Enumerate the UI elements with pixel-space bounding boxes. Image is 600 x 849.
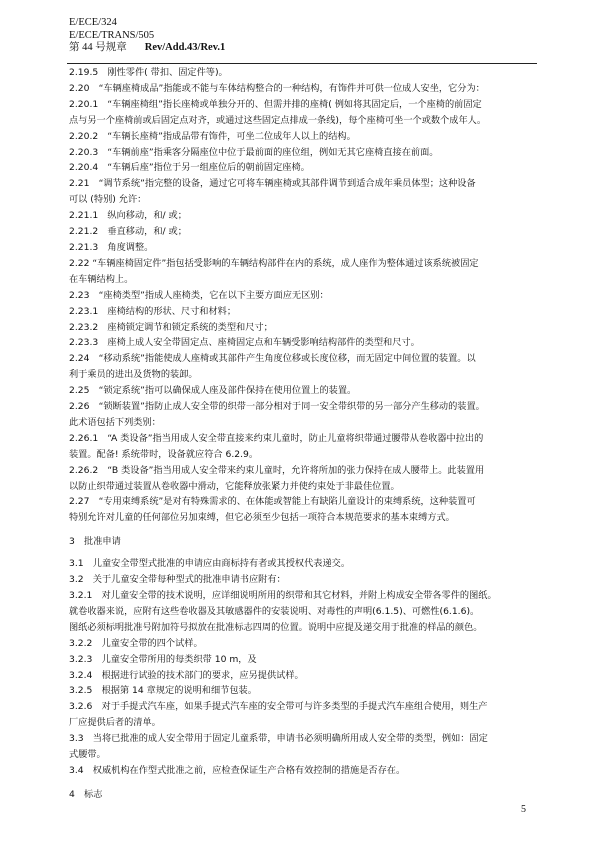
text-line: 在车辆结构上。 (69, 273, 134, 285)
text-line: 2.23.1 座椅结构的形状、尺寸和材料； (69, 305, 237, 317)
text-line: 此术语包括下列类别： (69, 416, 161, 428)
text-line: 2.23.2 座椅锁定调节和锁定系统的类型和尺寸； (69, 321, 273, 333)
text-line: 2.25 “锁定系统”指可以确保成人座及部件保持在使用位置上的装置。 (69, 385, 357, 397)
document-header (69, 17, 225, 55)
text-line: 2.26.1 “A 类设备”指当用成人安全带直接来约束儿童时，防止儿童将织带通过腰带从卷收器中拉出的 (69, 432, 484, 444)
text-line: 式腰带。 (69, 749, 106, 761)
text-line: 可以 (特别) 允许： (69, 194, 147, 206)
text-line: 2.20.1 “车辆座椅组”指长座椅或单独分开的、但需并排的座椅( 例如将其固定后，一个座椅的前固定 (69, 98, 482, 110)
document-body (69, 65, 537, 803)
header-rule (67, 63, 537, 64)
text-line: 2.19.5 刚性零件( 带扣、固定件等)。 (69, 67, 228, 78)
text-line: 图纸必须标明批准号附加符号拟放在批准标志四周的位置。说明中应提及递交用于批准的样品的颜色。 (69, 621, 483, 633)
doc-symbol-2: E/ECE/TRANS/505 (69, 29, 155, 41)
text-line: 2.27 “专用束缚系统”是对有特殊需求的、在体能或智能上有缺陷儿童设计的束缚系统，这种装置可 (69, 496, 476, 508)
page-number: 5 (521, 804, 526, 815)
text-line: 以防止织带通过装置从卷收器中滑动，它能释放张紧力并使约束处于非最佳位置。 (69, 480, 400, 492)
doc-symbol-1: E/ECE/324 (69, 17, 117, 28)
text-line: 2.23 “座椅类型”指成人座椅类，它在以下主要方面应无区别： (69, 289, 329, 301)
section-heading: 4 标志 (69, 788, 103, 800)
text-line: 3.1 儿童安全带型式批准的申请应由商标持有者或其授权代表递交。 (69, 558, 351, 570)
text-line: 厂应提供后者的清单。 (69, 717, 161, 729)
text-line: 3.2.6 对于手提式汽车座，如果手提式汽车座的安全带可与许多类型的手提式汽车座组合使用，则生产 (69, 701, 488, 713)
text-line: 3.4 权威机构在作型式批准之前，应检查保证生产合格有效控制的措施是否存在。 (69, 764, 406, 776)
text-line: 3.2.1 对儿童安全带的技术说明，应详细说明所用的织带和其它材料，并附上构成安全带各零件的图纸。 (69, 590, 497, 601)
text-line: 就卷收器来说，应附有这些卷收器及其敏感器件的安装说明、对毒性的声明(6.1.5)、可燃性(6.1.6)。 (69, 605, 480, 617)
text-line: 2.20.2 “车辆长座椅”指成品带有饰件，可坐二位成年人以上的结构。 (69, 130, 356, 142)
text-line: 2.21 “调节系统”指完整的设备，通过它可将车辆座椅或其部件调节到适合成年乘员体型；这种设备 (69, 178, 476, 190)
text-line: 2.21.2 垂直移动，和/ 或； (69, 226, 187, 238)
text-line: 3.3 当将已批准的成人安全带用于固定儿童系带，申请书必须明确所用成人安全带的类型，例如：固定 (69, 733, 488, 745)
text-line: 利于乘员的进出及货物的装卸。 (69, 369, 198, 381)
text-line: 2.23.3 座椅上成人安全带固定点、座椅固定点和车辆受影响结构部件的类型和尺寸。 (69, 337, 420, 349)
text-line: 3.2.3 儿童安全带所用的每类织带 10 m，及 (69, 653, 257, 665)
text-line: 3.2.4 根据进行试验的技术部门的要求，应另提供试样。 (69, 669, 304, 681)
text-line: 2.26.2 “B 类设备”指当用成人安全带来约束儿童时，允许将所加的张力保持在成人腰带上。此装置用 (69, 464, 485, 476)
text-line: 装置。配备! 系统带时，设备就应符合 6.2.9。 (69, 448, 259, 460)
section-heading: 3 批准申请 (69, 536, 121, 548)
regulation-number: 第 44 号规章 (69, 42, 127, 53)
text-line: 点与另一个座椅前或后固定点对齐，或通过这些固定点排成一条线)，每个座椅可坐一个或数个成年人。 (69, 114, 487, 126)
regulation-line (69, 42, 225, 55)
text-line: 2.21.1 纵向移动，和/ 或； (69, 210, 187, 222)
text-line: 2.20.3 “车辆前座”指乘客分隔座位中位于最前面的座位组，例如无其它座椅直接在前面。 (69, 146, 439, 158)
text-line: 2.24 “移动系统”指能使成人座椅或其部件产生角度位移或长度位移，而无固定中间位置的装置。以 (69, 353, 476, 365)
text-line: 3.2 关于儿童安全带每种型式的批准申请书应附有： (69, 574, 286, 586)
text-line: 2.21.3 角度调整。 (69, 241, 154, 253)
text-line: 特别允许对儿童的任何部位另加束缚，但它必须至少包括一项符合本规范要求的基本束缚方式。 (69, 512, 455, 524)
text-line: 3.2.5 根据第 14 章规定的说明和细节包装。 (69, 685, 257, 697)
text-line: 2.22 “车辆座椅固定件”指包括受影响的车辆结构部件在内的系统，成人座作为整体通过该系统被固定 (69, 257, 479, 269)
revision-ref: Rev/Add.43/Rev.1 (144, 42, 226, 53)
text-line: 2.20.4 “车辆后座”指位于另一组座位后的朝前固定座椅。 (69, 162, 310, 174)
text-line: 2.20 “车辆座椅成品”指能或不能与车体结构整合的一种结构，有饰件并可供一位成人安坐，它分为： (69, 82, 485, 94)
text-line: 3.2.2 儿童安全带的四个试样。 (69, 637, 203, 649)
text-line: 2.26 “锁断装置”指防止成人安全带的织带一部分相对于同一安全带织带的另一部分产生移动的装置。 (69, 401, 485, 413)
